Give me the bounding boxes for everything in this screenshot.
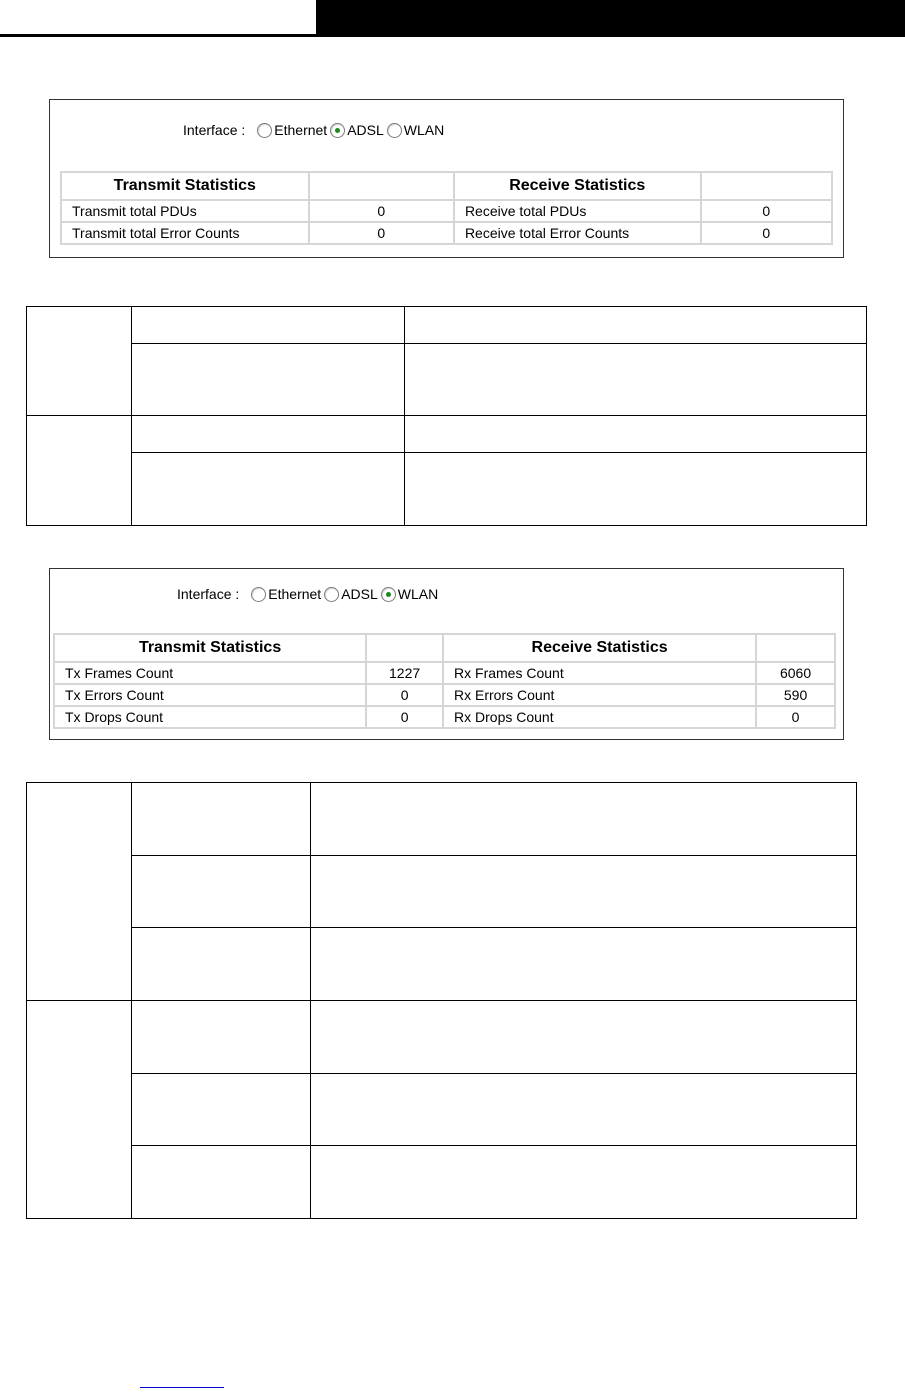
description-cell [310,1001,856,1074]
header-bar [316,0,905,37]
rx-label: Receive total Error Counts [454,222,701,244]
radio-ethernet[interactable] [251,586,321,602]
description-cell [310,783,856,856]
adsl-statistics-table [60,171,833,245]
radio-wlan-circle[interactable] [381,587,396,602]
table-row [61,222,832,244]
item-cell [131,1001,310,1074]
table-row [27,416,867,453]
item-cell [131,344,404,416]
item-cell [131,1146,310,1219]
group-cell [27,416,132,526]
interface-selector [183,122,447,138]
item-cell [131,453,404,526]
description-cell [404,307,866,344]
wlan-description-table [26,782,857,1219]
radio-adsl[interactable] [324,586,378,602]
rx-value: 0 [701,222,832,244]
group-cell [27,307,132,416]
radio-adsl-circle[interactable] [324,587,339,602]
radio-wlan-circle[interactable] [387,123,402,138]
rx-label: Rx Errors Count [443,684,756,706]
group-cell [27,1001,132,1219]
interface-label: Interface : [183,122,246,138]
table-row [27,928,857,1001]
rx-value: 0 [701,200,832,222]
group-cell [27,783,132,1001]
receive-value-header [701,172,832,200]
tx-label: Tx Drops Count [54,706,366,728]
tx-value: 0 [309,200,454,222]
table-row [27,1146,857,1219]
radio-wlan[interactable] [387,122,444,138]
rx-value: 590 [756,684,835,706]
tx-value: 0 [309,222,454,244]
radio-wlan-label: WLAN [397,586,439,602]
table-row [54,684,835,706]
description-cell [404,416,866,453]
item-cell [131,416,404,453]
radio-wlan[interactable] [381,586,438,602]
description-cell [404,453,866,526]
table-row [27,1074,857,1146]
tx-label: Transmit total Error Counts [61,222,309,244]
description-cell [404,344,866,416]
interface-selector [177,586,441,602]
table-row [27,453,867,526]
tx-value: 0 [366,684,443,706]
item-cell [131,1074,310,1146]
table-row [54,706,835,728]
receive-statistics-header: Receive Statistics [443,634,756,662]
table-row [54,662,835,684]
tx-label: Tx Frames Count [54,662,366,684]
table-row [61,200,832,222]
wlan-statistics-panel [49,568,844,740]
radio-adsl-label: ADSL [347,122,384,138]
table-header-row [61,172,832,200]
tx-value: 0 [366,706,443,728]
radio-wlan-label: WLAN [403,122,445,138]
adsl-statistics-panel [49,99,844,258]
receive-value-header [756,634,835,662]
radio-adsl[interactable] [330,122,384,138]
tx-label: Tx Errors Count [54,684,366,706]
transmit-statistics-header: Transmit Statistics [54,634,366,662]
table-row [27,307,867,344]
radio-ethernet[interactable] [257,122,327,138]
transmit-value-header [309,172,454,200]
radio-adsl-label: ADSL [341,586,378,602]
radio-ethernet-circle[interactable] [257,123,272,138]
description-cell [310,1074,856,1146]
description-cell [310,928,856,1001]
transmit-statistics-header: Transmit Statistics [61,172,309,200]
radio-ethernet-circle[interactable] [251,587,266,602]
table-row [27,783,857,856]
transmit-value-header [366,634,443,662]
radio-adsl-circle[interactable] [330,123,345,138]
item-cell [131,928,310,1001]
link-underline[interactable] [140,1387,224,1388]
table-row [27,1001,857,1074]
header-rule [0,34,316,37]
receive-statistics-header: Receive Statistics [454,172,701,200]
item-cell [131,783,310,856]
item-cell [131,307,404,344]
description-cell [310,856,856,928]
rx-label: Rx Drops Count [443,706,756,728]
radio-ethernet-label: Ethernet [268,586,322,602]
tx-value: 1227 [366,662,443,684]
wlan-statistics-table [53,633,836,729]
description-cell [310,1146,856,1219]
rx-label: Receive total PDUs [454,200,701,222]
table-row [27,856,857,928]
rx-value: 6060 [756,662,835,684]
adsl-description-table [26,306,867,526]
rx-value: 0 [756,706,835,728]
tx-label: Transmit total PDUs [61,200,309,222]
table-row [27,344,867,416]
interface-label: Interface : [177,586,240,602]
item-cell [131,856,310,928]
rx-label: Rx Frames Count [443,662,756,684]
radio-ethernet-label: Ethernet [274,122,328,138]
table-header-row [54,634,835,662]
